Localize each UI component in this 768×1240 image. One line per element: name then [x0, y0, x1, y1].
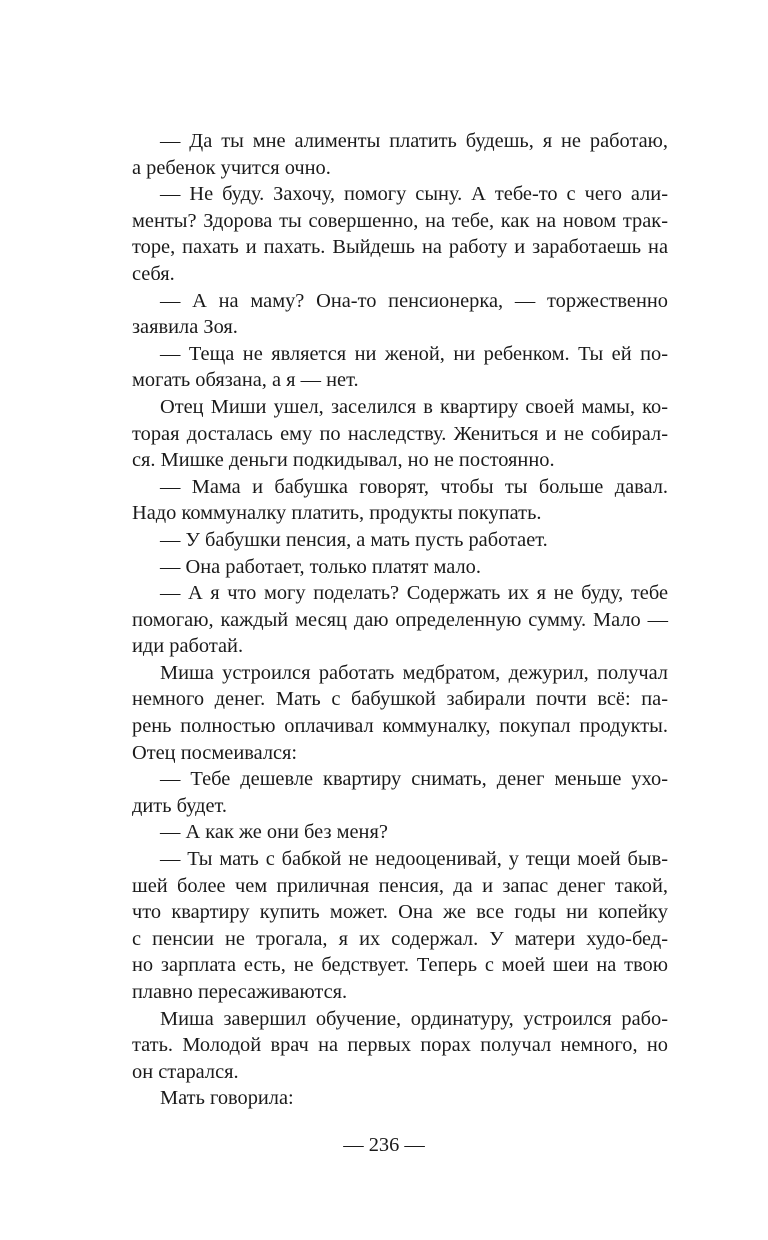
text-line: помогаю, каждый месяц даю определенную сумму. Мало —: [132, 608, 668, 631]
text-line: Отец Миши ушел, заселился в квартиру своей мамы, ко-: [160, 395, 668, 418]
text-line: — Теща не является ни женой, ни ребенком. Ты ей по-: [160, 342, 668, 365]
text-line: тать. Молодой врач на первых порах получал немного, но: [132, 1034, 668, 1057]
text-line: иди работай.: [132, 635, 244, 658]
text-line: немного денег. Мать с бабушкой забирали почти всё: па-: [132, 688, 668, 711]
text-line: менты? Здорова ты совершенно, на тебе, как на новом трак-: [132, 209, 668, 232]
text-line: — А как же они без меня?: [160, 821, 388, 844]
text-line: ся. Мишке деньги подкидывал, но не постоянно.: [132, 449, 555, 472]
body-text: [132, 128, 668, 1112]
text-line: — Тебе дешевле квартиру снимать, денег меньше ухо-: [160, 768, 668, 791]
text-line: торе, пахать и пахать. Выйдешь на работу и заработаешь на: [132, 236, 668, 259]
text-line: шей более чем приличная пенсия, да и запас денег такой,: [132, 874, 668, 897]
text-line: что квартиру купить может. Она же все годы ни копейку: [132, 901, 668, 924]
text-line: плавно пересаживаются.: [132, 981, 348, 1003]
text-line: — А я что могу поделать? Содержать их я не буду, тебе: [160, 582, 668, 605]
text-line: — Мама и бабушка говорят, чтобы ты больше давал.: [160, 475, 668, 498]
text-line: Миша устроился работать медбратом, дежурил, получал: [160, 661, 668, 684]
text-line: дить будет.: [132, 794, 228, 817]
text-line: могать обязана, а я — нет.: [132, 369, 359, 392]
text-line: — А на маму? Она-то пенсионерка, — торжественно: [160, 289, 668, 312]
text-line: с пенсии не трогала, я их содержал. У матери худо-бед-: [132, 927, 668, 950]
text-line: Мать говорила:: [160, 1087, 294, 1110]
text-line: торая досталась ему по наследству. Жениться и не собирал-: [132, 422, 668, 445]
text-line: он старался.: [132, 1060, 239, 1083]
text-line: себя.: [132, 262, 175, 285]
text-line: — Не буду. Захочу, помогу сыну. А тебе-то с чего али-: [160, 183, 668, 206]
text-line: рень полностью оплачивал коммуналку, покупал продукты.: [132, 715, 668, 738]
page-number: — 236 —: [343, 1134, 425, 1156]
text-line: — Да ты мне алименты платить будешь, я не работаю,: [160, 130, 668, 152]
text-line: — Ты мать с бабкой не недооценивай, у тещи моей быв-: [160, 848, 668, 871]
text-line: Миша завершил обучение, ординатуру, устроился рабо-: [160, 1007, 668, 1030]
text-line: но зарплата есть, не бедствует. Теперь с моей шеи на твою: [132, 954, 668, 977]
text-line: Отец посмеивался:: [132, 741, 298, 764]
text-line: а ребенок учится очно.: [132, 156, 331, 179]
text-line: Надо коммуналку платить, продукты покупать.: [132, 502, 542, 525]
text-line: заявила Зоя.: [132, 316, 238, 339]
text-line: — У бабушки пенсия, а мать пусть работает.: [160, 528, 548, 551]
text-line: — Она работает, только платят мало.: [160, 555, 481, 578]
